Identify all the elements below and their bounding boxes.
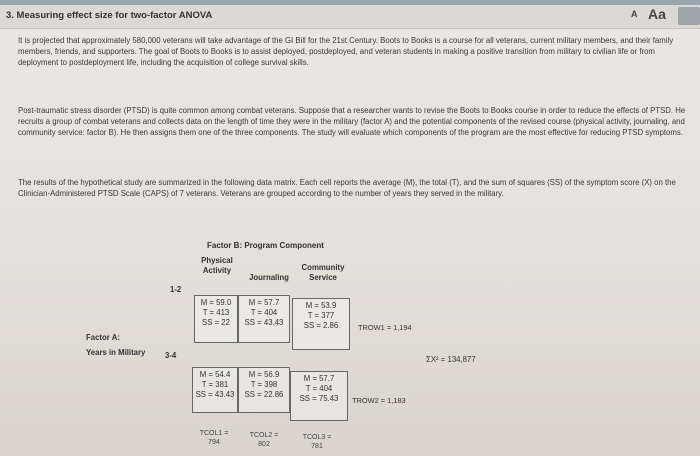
cell-mean: M = 57.7 [303, 374, 335, 383]
cell-mean: M = 57.7 [248, 298, 280, 307]
cell-total: T = 404 [250, 308, 278, 317]
cell-mean: M = 54.4 [199, 370, 231, 379]
cell-total: T = 381 [201, 380, 229, 389]
column-total-value: 802 [258, 441, 270, 448]
column-total-value: 781 [311, 443, 323, 450]
sum-x-squared: ΣX² = 134,877 [426, 355, 476, 364]
font-increase-button[interactable]: Aa [648, 6, 666, 22]
matrix-cell [292, 298, 350, 350]
question-header [0, 5, 700, 29]
cell-mean: M = 59.0 [200, 298, 232, 307]
cell-total: T = 413 [202, 308, 230, 317]
column-total-label: TCOL2 = [249, 432, 279, 439]
matrix-cell [194, 295, 238, 343]
column-total-label: TCOL1 = [199, 430, 229, 437]
cell-ss: SS = 43.43 [244, 318, 284, 327]
toolbar-icon[interactable] [678, 7, 700, 25]
column-total-value: 794 [208, 439, 220, 446]
row-label-3-4: 3-4 [165, 351, 177, 360]
content-page [0, 5, 700, 456]
column-header-physical: Physical Activity [201, 256, 233, 275]
row-total-2: TROW2 = 1,183 [352, 396, 406, 405]
results-paragraph: The results of the hypothetical study are summarized in the following data matrix. Each cell reports the average (M), the total (T), and the sum of squares (SS) of the symptom score (X) on the Clinician-Administered PTSD Scale (CAPS) of 7 veterans. Veterans are grouped according to the number of years they served in the military. [18, 178, 676, 198]
matrix-cell [192, 367, 238, 413]
cell-ss: SS = 43.43 [195, 390, 235, 399]
cell-mean: M = 53.9 [305, 301, 337, 310]
column-total-2 [240, 431, 288, 449]
column-total-3 [292, 433, 342, 451]
row-label-1-2: 1-2 [170, 285, 182, 294]
matrix-cell [290, 371, 348, 421]
ptsd-paragraph: Post-traumatic stress disorder (PTSD) is quite common among combat veterans. Suppose that a researcher wants to revise the Boots to Books course in order to reduce the effects of PTSD. He recruits a group of combat veterans and collects data on the length of time they were in the military (factor A) and the potential components of the revised course (physical activity, journaling, and community service: factor B). He then assigns them one of the three components. The study will evaluate which components of the program are the most effective for reducing PTSD symptoms. [18, 106, 686, 137]
matrix-cell [238, 295, 290, 343]
column-header-journaling: Journaling [249, 273, 289, 282]
column-header-community: Community Service [301, 263, 345, 282]
cell-total: T = 404 [305, 384, 333, 393]
column-total-1 [192, 429, 236, 447]
cell-ss: SS = 2.86 [303, 321, 339, 330]
matrix-cell [238, 367, 290, 413]
cell-total: T = 398 [250, 380, 278, 389]
intro-paragraph: It is projected that approximately 580,000 veterans will take advantage of the GI Bill for the 21st Century. Boots to Books is a course for all veterans, current military members, and their family members, friends, and supporters. The goal of Boots to Books is to assist deployed, postdeployed, and veteran students in making a positive transition from military to civilian life or from deployment to postdeployment life, including the acquisition of college survival skills. [18, 36, 674, 67]
cell-total: T = 377 [307, 311, 335, 320]
font-decrease-button[interactable]: A [631, 9, 638, 19]
cell-mean: M = 56.9 [248, 370, 280, 379]
cell-ss: SS = 75.43 [299, 394, 339, 403]
column-total-label: TCOL3 = [302, 434, 332, 441]
cell-ss: SS = 22.86 [244, 390, 284, 399]
cell-ss: SS = 22 [202, 318, 230, 327]
question-title: 3. Measuring effect size for two-factor ANOVA [6, 10, 213, 21]
factor-b-title: Factor B: Program Component [207, 241, 324, 250]
factor-a-label: Factor A: [86, 333, 120, 342]
row-total-1: TROW1 = 1,194 [358, 323, 412, 332]
factor-a-sublabel: Years in Military [86, 348, 146, 357]
